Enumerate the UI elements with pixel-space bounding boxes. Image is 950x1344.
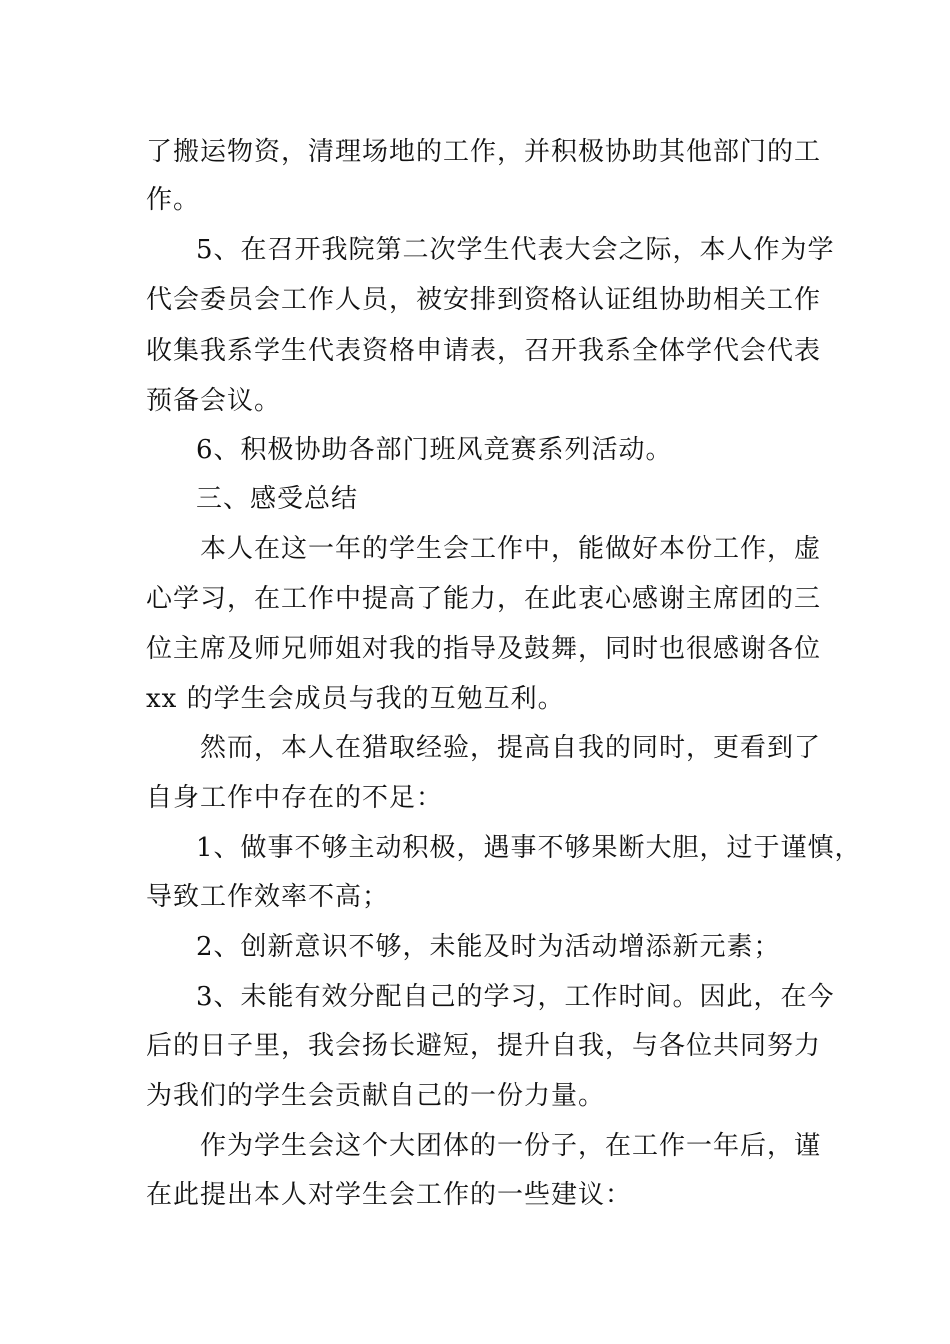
text-line: 心学习，在工作中提高了能力，在此衷心感谢主席团的三 [146, 584, 822, 614]
text-line: 5、在召开我院第二次学生代表大会之际，本人作为学 [196, 235, 835, 265]
text-line: 预备会议。 [146, 386, 282, 416]
text-line: 代会委员会工作人员，被安排到资格认证组协助相关工作 [146, 285, 822, 315]
text-line: 作。 [146, 185, 201, 215]
text-line: 位主席及师兄师姐对我的指导及鼓舞，同时也很感谢各位 [146, 634, 822, 664]
text-line: 作为学生会这个大团体的一份子，在工作一年后，谨 [200, 1131, 822, 1161]
list-item: 3、未能有效分配自己的学习，工作时间。因此，在今 [196, 982, 835, 1012]
text-line: 6、积极协助各部门班风竞赛系列活动。 [196, 435, 673, 465]
list-item: 1、做事不够主动积极，遇事不够果断大胆，过于谨慎， [196, 833, 862, 863]
text-line: 在此提出本人对学生会工作的一些建议： [146, 1180, 633, 1210]
text-line: 收集我系学生代表资格申请表，召开我系全体学代会代表 [146, 336, 822, 366]
text-line: xx 的学生会成员与我的互勉互利。 [146, 684, 565, 714]
text-line: 为我们的学生会贡献自己的一份力量。 [146, 1081, 606, 1111]
text-line: 后的日子里，我会扬长避短，提升自我，与各位共同努力 [146, 1031, 822, 1061]
text-line: 本人在这一年的学生会工作中，能做好本份工作，虚 [200, 534, 822, 564]
text-line: 自身工作中存在的不足： [146, 783, 444, 813]
list-item: 2、创新意识不够，未能及时为活动增添新元素； [196, 932, 781, 962]
text-line: 了搬运物资，清理场地的工作，并积极协助其他部门的工 [146, 137, 822, 167]
text-line: 导致工作效率不高； [146, 882, 390, 912]
text-line: 然而，本人在猎取经验，提高自我的同时，更看到了 [200, 733, 822, 763]
section-heading: 三、感受总结 [196, 484, 359, 514]
